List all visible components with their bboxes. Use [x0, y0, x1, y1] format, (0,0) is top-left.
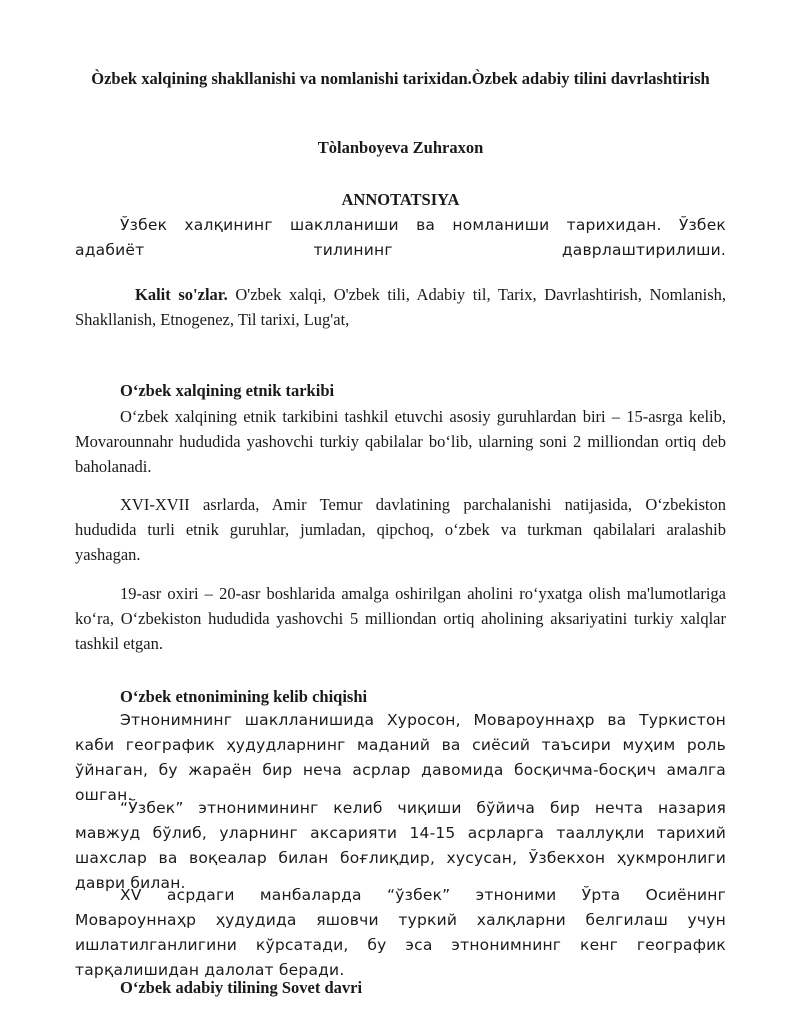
- section-heading-ethnic-composition: Oʻzbek xalqining etnik tarkibi: [120, 381, 335, 400]
- section2-paragraph-3: XV асрдаги манбаларда “ўзбек” этноними Ўрта Осиёнинг Мовароуннаҳр ҳудудида яшовчи туркий халқларни белгилаш учун ишлатилганлигини кўрсатади, бу эса этнонимнинг кенг географик тарқалишидан далолат беради.: [75, 886, 726, 979]
- section1-paragraph-2: XVI-XVII asrlarda, Amir Temur davlatining parchalanishi natijasida, Oʻzbekiston hududida turli etnik guruhlar, jumladan, qipchoq, oʻzbek va turkman qabilalari aralashib yashagan.: [75, 495, 726, 564]
- section2-paragraph-1: Этнонимнинг шаклланишида Хуросон, Мовароуннаҳр ва Туркистон каби географик ҳудудларнинг маданий ва сиёсий таъсири муҳим роль ўйнаган, бу жараён бир неча асрлар давомида босқичма-босқич амалга ошган.: [75, 711, 726, 804]
- section1-paragraph-1: Oʻzbek xalqining etnik tarkibini tashkil etuvchi asosiy guruhlardan biri – 15-asrga kelib, Movarounnahr hududida yashovchi turkiy qabilalar boʻlib, ularning soni 2 milliondan ortiq deb baholanadi.: [75, 407, 726, 476]
- author-name: Tòlanboyeva Zuhraxon: [317, 138, 484, 157]
- annotation-heading: ANNOTATSIYA: [341, 190, 460, 209]
- keywords-label: Kalit so'zlar.: [135, 285, 228, 304]
- section-heading-ethnonym-origin: Oʻzbek etnonimining kelib chiqishi: [120, 687, 368, 706]
- annotation-text: Ўзбек халқининг шаклланиши ва номланиши тарихидан. Ўзбек адабиёт тилининг даврлаштирилиши.: [75, 216, 726, 259]
- keywords-text: O'zbek xalqi, O'zbek tili, Adabiy til, Tarix, Davrlashtirish, Nomlanish, Shakllanish, Etnogenez, Til tarixi, Lug'at,: [75, 285, 726, 329]
- section1-paragraph-3: 19-asr oxiri – 20-asr boshlarida amalga oshirilgan aholini roʻyxatga olish ma'lumotlariga koʻra, Oʻzbekiston hududida yashovchi 5 milliondan ortiq aholining aksariyatini turkiy xalqlar tashkil etgan.: [75, 584, 726, 653]
- keywords-paragraph: [75, 282, 726, 332]
- section-heading-soviet-period: Oʻzbek adabiy tilining Sovet davri: [120, 978, 363, 997]
- document-title: Òzbek xalqining shakllanishi va nomlanishi tarixidan.Òzbek adabiy tilini davrlashtirish: [91, 69, 710, 88]
- section2-paragraph-2: “Ўзбек” этнонимининг келиб чиқиши бўйича бир нечта назария мавжуд бўлиб, уларнинг аксарияти 14-15 асрларга тааллуқли тарихий шахслар ва воқеалар билан боғлиқдир, хусусан, Ўзбекхон ҳукмронлиги даври билан.: [75, 799, 726, 892]
